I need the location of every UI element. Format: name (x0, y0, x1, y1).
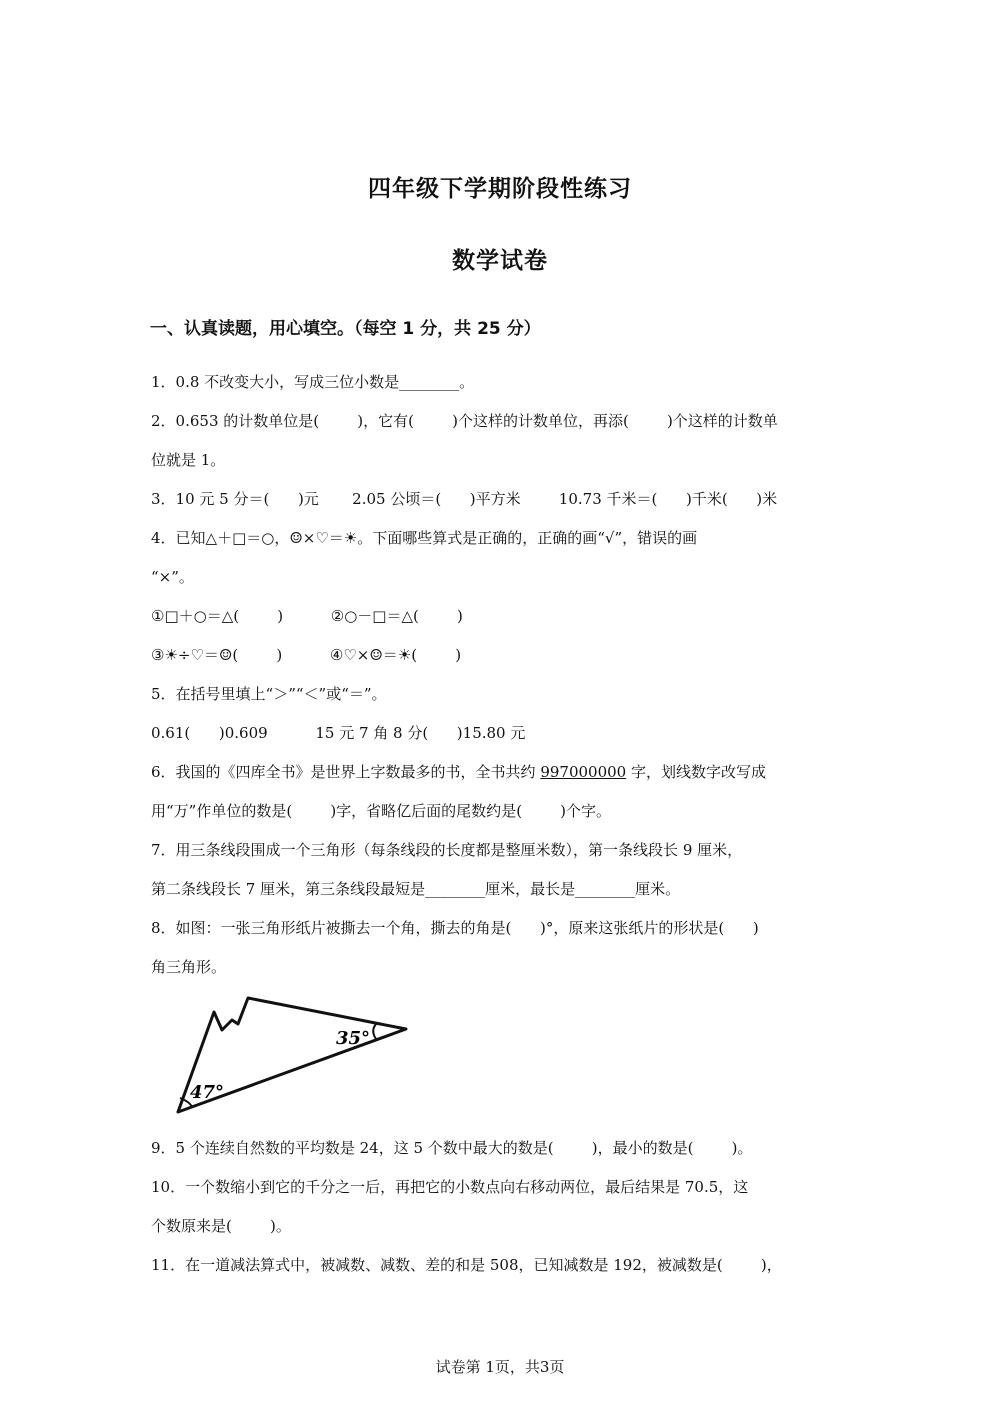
question-10-line-2: 个数原来是( )。 (151, 1217, 291, 1235)
question-5-line-1: 5．在括号里填上“＞”“＜”或“＝”。 (151, 685, 387, 703)
question-5-line-2: 0.61( )0.609 15 元 7 角 8 分( )15.80 元 (151, 724, 526, 742)
question-4-line-2: “×”。 (151, 568, 194, 586)
question-6-text-post: 字，划线数字改写成 (626, 763, 767, 781)
question-2-line-1: 2．0.653 的计数单位是( )，它有( )个这样的计数单位，再添( )个这样的计数单 (151, 412, 778, 430)
question-1: 1．0.8 不改变大小，写成三位小数是________。 (151, 373, 475, 391)
page-footer: 试卷第 1页，共3页 (435, 1358, 565, 1376)
question-6-line-2: 用“万”作单位的数是( )字，省略亿后面的尾数约是( )个字。 (151, 802, 612, 820)
question-6-line-1 (151, 762, 766, 782)
exam-title: 四年级下学期阶段性练习 (368, 176, 632, 202)
torn-triangle-figure (170, 990, 420, 1120)
section-heading: 一、认真读题，用心填空。（每空 1 分，共 25 分） (150, 319, 541, 339)
question-9: 9．5 个连续自然数的平均数是 24，这 5 个数中最大的数是( )，最小的数是( )。 (151, 1139, 753, 1157)
angle-label-47: 47° (190, 1082, 225, 1103)
question-8-line-2: 角三角形。 (151, 958, 227, 976)
angle-label-35: 35° (336, 1028, 371, 1049)
question-4-line-1: 4．已知△＋□＝○，☺×♡＝☀。下面哪些算式是正确的，正确的画“√”，错误的画 (151, 529, 698, 547)
question-2-line-2: 位就是 1。 (151, 451, 226, 469)
angle-arc-right (373, 1023, 377, 1039)
question-6-text-pre: 6．我国的《四库全书》是世界上字数最多的书，全书共约 (151, 763, 541, 781)
question-7-line-2: 第二条线段长 7 厘米，第三条线段最短是________厘米，最长是________厘米。 (151, 880, 681, 898)
exam-subtitle: 数学试卷 (452, 248, 548, 274)
underlined-number: 997000000 (540, 763, 627, 781)
question-4-item-3-4: ③☀÷♡＝☺( ) ④♡×☺＝☀( ) (151, 646, 462, 664)
question-11: 11．在一道减法算式中，被减数、减数、差的和是 508，已知减数是 192，被减数是( )， (151, 1256, 782, 1274)
question-10-line-1: 10．一个数缩小到它的千分之一后，再把它的小数点向右移动两位，最后结果是 70.5，这 (151, 1178, 749, 1196)
question-4-item-1-2: ①□＋○＝△( ) ②○－□＝△( ) (151, 607, 463, 625)
question-8-line-1: 8．如图：一张三角形纸片被撕去一个角，撕去的角是( )°，原来这张纸片的形状是( ) (151, 919, 759, 937)
question-7-line-1: 7．用三条线段围成一个三角形（每条线段的长度都是整厘米数），第一条线段长 9 厘米， (151, 841, 743, 859)
question-3: 3．10 元 5 分＝( )元 2.05 公顷＝( )平方米 10.73 千米＝( )千米( )米 (151, 490, 778, 508)
